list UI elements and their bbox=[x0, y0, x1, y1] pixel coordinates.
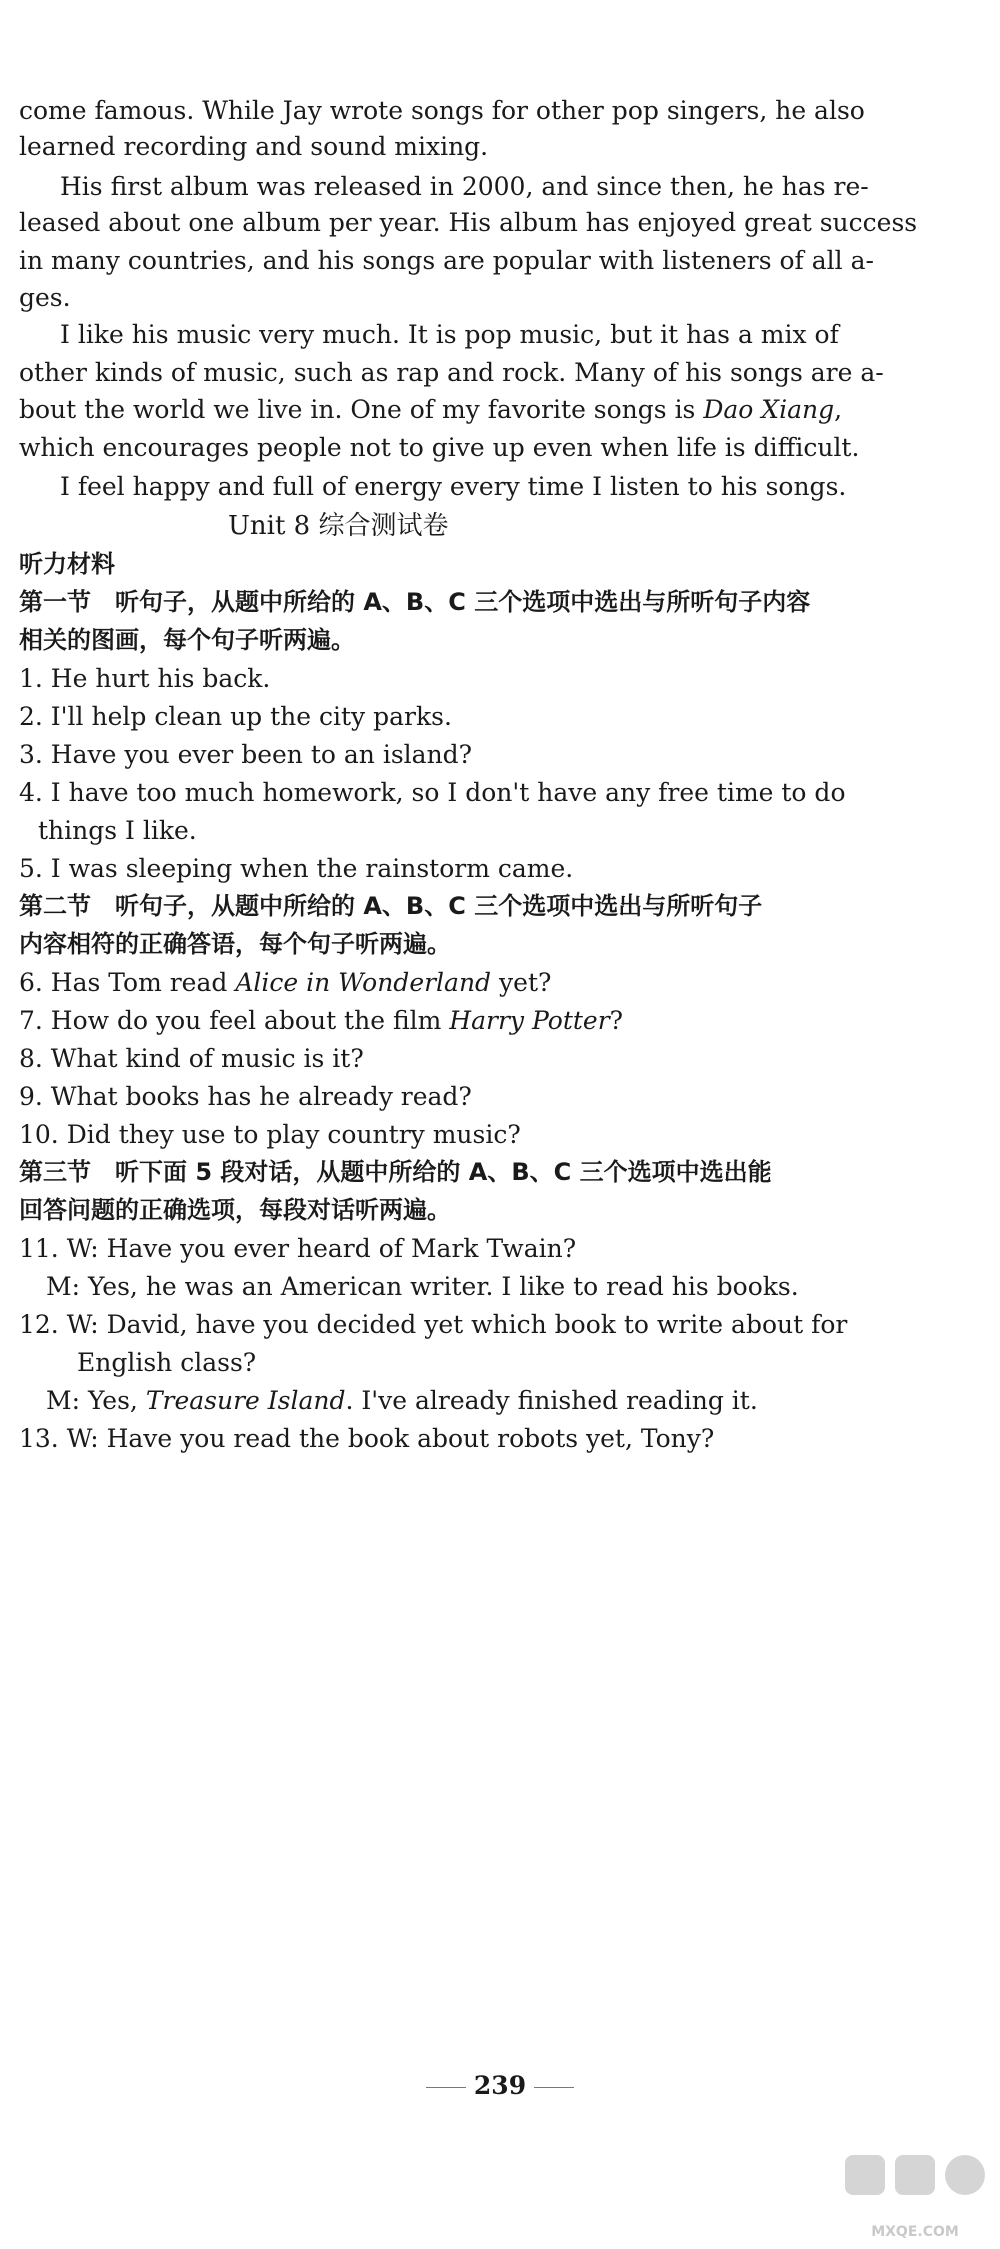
page-number bbox=[0, 2073, 1000, 2098]
watermark-text: MXQE.COM bbox=[871, 2224, 959, 2240]
watermark-logo-icon bbox=[840, 2150, 990, 2220]
item-10: 10. Did they use to play country music? bbox=[19, 1120, 521, 1149]
item-9: 9. What books has he already read? bbox=[19, 1082, 472, 1111]
passage-line-1: come famous. While Jay wrote songs for other pop singers, he also bbox=[19, 96, 865, 125]
passage-line-2: learned recording and sound mixing. bbox=[19, 132, 489, 161]
section-2-line-2: 内容相符的正确答语，每个句子听两遍。 bbox=[19, 930, 451, 958]
section-1-line-1: 第一节 听句子，从题中所给的 A、B、C 三个选项中选出与所听句子内容 bbox=[19, 588, 811, 616]
item-12-man-end: . I've already finished reading it. bbox=[345, 1386, 758, 1415]
item-12-woman-line-1: 12. W: David, have you decided yet which book to write about for bbox=[19, 1310, 848, 1339]
section-1-line-2: 相关的图画，每个句子听两遍。 bbox=[19, 626, 355, 654]
section-3-line-1: 第三节 听下面 5 段对话，从题中所给的 A、B、C 三个选项中选出能 bbox=[19, 1158, 772, 1186]
passage-line-10: which encourages people not to give up even when life is difficult. bbox=[19, 433, 860, 462]
item-6-end: yet? bbox=[491, 968, 552, 997]
item-7 bbox=[19, 1008, 623, 1033]
unit-title: Unit 8 综合测试卷 bbox=[228, 511, 449, 541]
passage-line-6: ges. bbox=[19, 283, 71, 312]
item-13-woman: 13. W: Have you read the book about robots yet, Tony? bbox=[19, 1424, 715, 1453]
passage-line-9-comma: , bbox=[834, 395, 843, 424]
item-4-line-2: things I like. bbox=[38, 816, 197, 845]
item-11-woman: 11. W: Have you ever heard of Mark Twain? bbox=[19, 1234, 577, 1263]
book-title-treasure-island: Treasure Island bbox=[145, 1386, 346, 1415]
passage-line-9 bbox=[19, 397, 842, 422]
item-6-text: 6. Has Tom read bbox=[19, 968, 236, 997]
section-2-line-1: 第二节 听句子，从题中所给的 A、B、C 三个选项中选出与所听句子 bbox=[19, 892, 763, 920]
item-8: 8. What kind of music is it? bbox=[19, 1044, 364, 1073]
item-5: 5. I was sleeping when the rainstorm came. bbox=[19, 854, 574, 883]
passage-line-3: His first album was released in 2000, and since then, he has re- bbox=[60, 172, 869, 201]
watermark-logo bbox=[840, 2150, 990, 2240]
page-number-left-dash bbox=[426, 2087, 466, 2088]
book-title-alice: Alice in Wonderland bbox=[235, 968, 492, 997]
item-12-man bbox=[46, 1388, 758, 1413]
item-7-text: 7. How do you feel about the film bbox=[19, 1006, 450, 1035]
film-title-harry-potter: Harry Potter bbox=[449, 1006, 610, 1035]
item-11-man: M: Yes, he was an American writer. I like to read his books. bbox=[46, 1272, 799, 1301]
item-12-woman-line-2: English class? bbox=[77, 1348, 257, 1377]
passage-line-5: in many countries, and his songs are popular with listeners of all a- bbox=[19, 246, 874, 275]
item-6 bbox=[19, 970, 551, 995]
section-3-line-2: 回答问题的正确选项，每段对话听两遍。 bbox=[19, 1196, 451, 1224]
item-4-line-1: 4. I have too much homework, so I don't have any free time to do bbox=[19, 778, 846, 807]
passage-line-11: I feel happy and full of energy every time I listen to his songs. bbox=[60, 472, 847, 501]
page-number-value: 239 bbox=[473, 2071, 527, 2100]
song-title: Dao Xiang bbox=[703, 395, 835, 424]
item-7-end: ? bbox=[609, 1006, 624, 1035]
passage-line-4: leased about one album per year. His album has enjoyed great success bbox=[19, 208, 918, 237]
item-2: 2. I'll help clean up the city parks. bbox=[19, 702, 452, 731]
item-1: 1. He hurt his back. bbox=[19, 664, 271, 693]
page-number-right-dash bbox=[534, 2087, 574, 2088]
listening-heading: 听力材料 bbox=[19, 550, 115, 578]
passage-line-8: other kinds of music, such as rap and rock. Many of his songs are a- bbox=[19, 358, 884, 387]
item-12-man-text: M: Yes, bbox=[46, 1386, 146, 1415]
passage-line-9-text: bout the world we live in. One of my favorite songs is bbox=[19, 395, 704, 424]
item-3: 3. Have you ever been to an island? bbox=[19, 740, 473, 769]
passage-line-7: I like his music very much. It is pop music, but it has a mix of bbox=[60, 320, 839, 349]
